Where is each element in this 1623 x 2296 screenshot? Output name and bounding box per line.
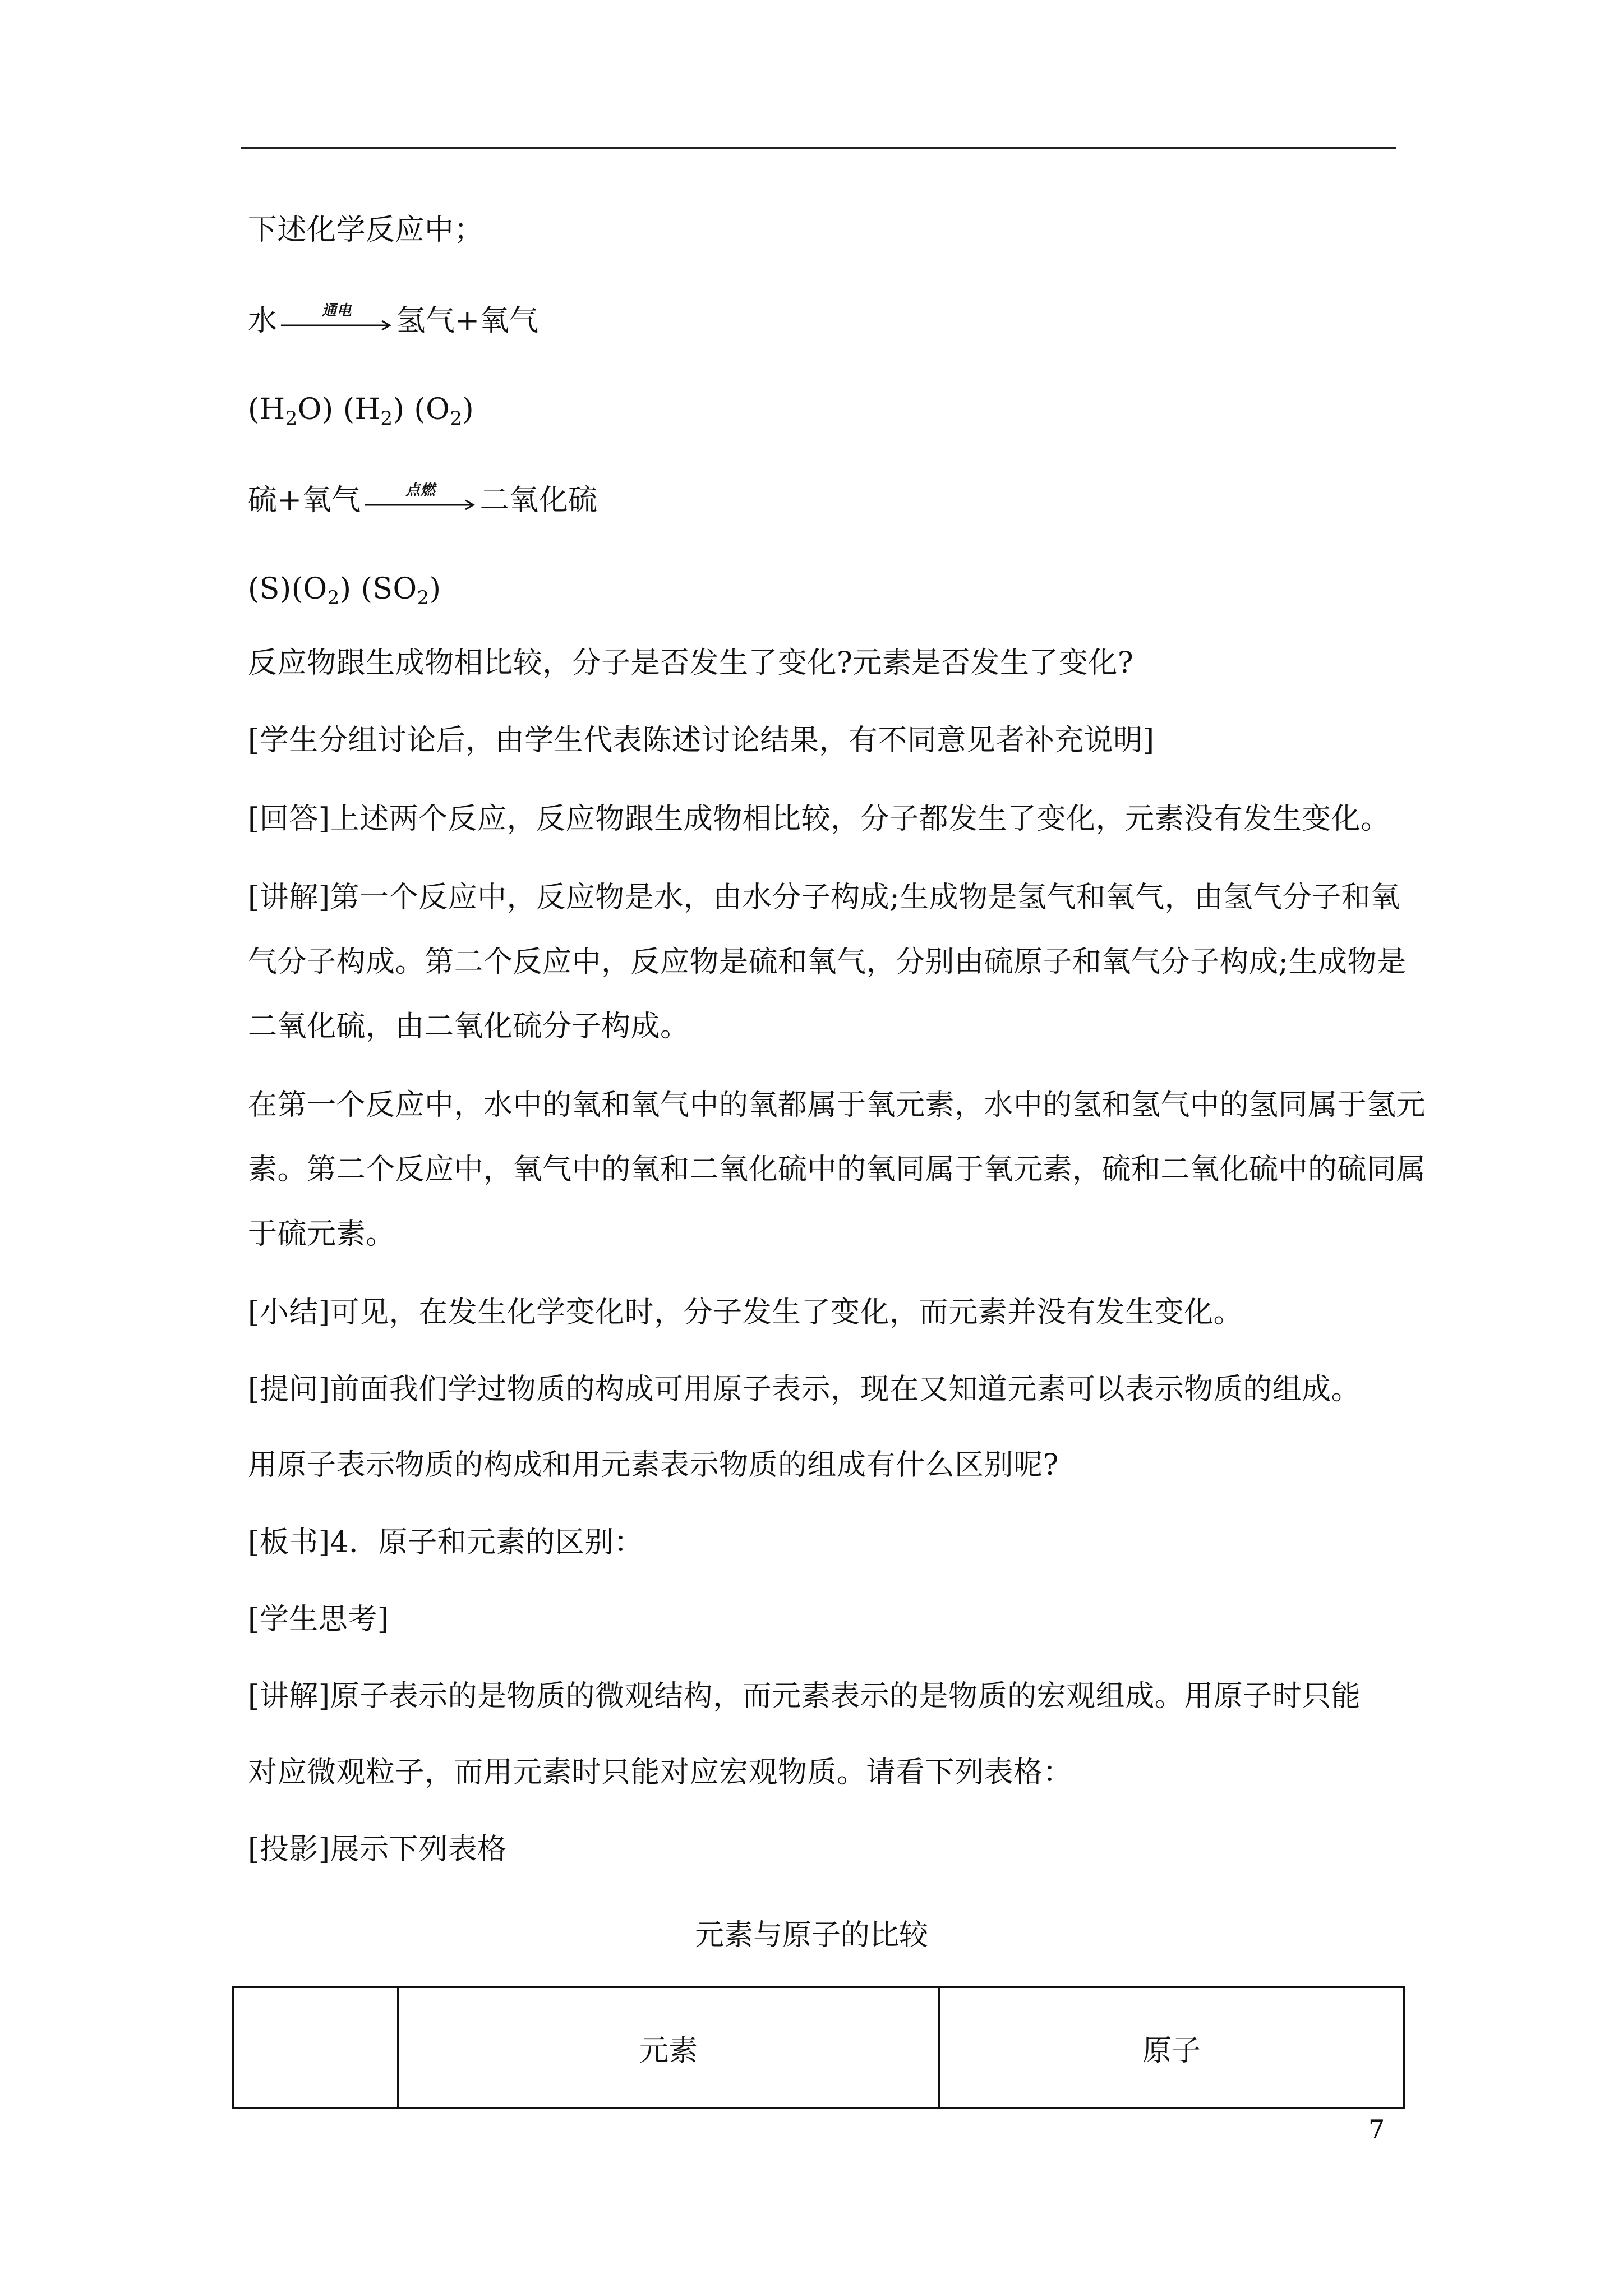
formula-subscript: 2 [327,587,340,609]
table-header-cell: 原子 [939,1987,1404,2108]
paragraph-answer: [回答]上述两个反应，反应物跟生成物相比较，分子都发生了变化，元素没有发生变化。 [248,802,1390,836]
paragraph-explain3-line2: 对应微观粒子，而用元素时只能对应宏观物质。请看下列表格： [248,1756,1073,1789]
arrow-icon [281,303,393,339]
paragraph-explain2-line1: 在第一个反应中，水中的氧和氧气中的氧都属于氧元素，水中的氢和氢气中的氢同属于氢元 [248,1088,1426,1122]
formula-so2-end: ) [429,572,441,606]
eq1-reactant: 水 [248,304,278,338]
table-caption: 元素与原子的比较 [694,1918,928,1952]
formula-o2-end: ) [339,572,352,606]
page-number: 7 [1368,2114,1385,2145]
eq2-formulas [248,571,441,607]
paragraph-explain1-line2: 气分子构成。第二个反应中，反应物是硫和氧气，分别由硫原子和氧气分子构成;生成物是 [248,945,1407,979]
paragraph-explain2-line2: 素。第二个反应中，氧气中的氧和二氧化硫中的氧同属于氧元素，硫和二氧化硫中的硫同属 [248,1153,1426,1186]
equation-combustion [248,482,598,518]
paragraph-explain1-line3: 二氧化硫，由二氧化硫分子构成。 [248,1010,690,1043]
formula-o2: (O [291,572,328,606]
paragraph-discussion: [学生分组讨论后，由学生代表陈述讨论结果，有不同意见者补充说明] [248,724,1155,757]
formula-h2o: (H [248,393,285,426]
table-header-cell [233,1987,398,2108]
table-header-cell: 元素 [398,1987,939,2108]
header-rule [241,147,1396,149]
paragraph-explain2-line3: 于硫元素。 [248,1217,395,1251]
formula-subscript: 2 [380,407,393,430]
paragraph-question: 反应物跟生成物相比较，分子是否发生了变化?元素是否发生了变化? [248,646,1134,680]
formula-s: (S) [248,572,292,606]
formula-o2-end: ) [462,393,474,426]
paragraph-explain1-line1: [讲解]第一个反应中，反应物是水，由水分子构成;生成物是氢气和氧气，由氢气分子和氧 [248,881,1400,914]
formula-subscript: 2 [417,587,430,609]
formula-h2: (H [343,393,381,426]
paragraph-board: [板书]4．原子和元素的区别： [248,1526,644,1559]
eq1-condition: 通电 [322,302,352,319]
paragraph-ask-line1: [提问]前面我们学过物质的构成可用原子表示，现在又知道元素可以表示物质的组成。 [248,1373,1361,1406]
paragraph-explain3-line1: [讲解]原子表示的是物质的微观结构，而元素表示的是物质的宏观组成。用原子时只能 [248,1680,1361,1713]
arrow-icon [365,482,477,518]
eq2-reactant: 硫+氧气 [248,484,361,517]
paragraph-think: [学生思考] [248,1603,389,1636]
formula-h2-end: ) [393,393,405,426]
eq2-condition: 点燃 [405,482,436,499]
formula-o2: (O [414,393,450,426]
formula-subscript: 2 [285,407,298,430]
formula-so2: (SO [361,572,417,606]
paragraph-summary: [小结]可见，在发生化学变化时，分子发生了变化，而元素并没有发生变化。 [248,1296,1243,1329]
equation-electrolysis [248,303,539,339]
table-header-row [233,1987,1404,2108]
paragraph-ask-line2: 用原子表示物质的构成和用元素表示物质的组成有什么区别呢? [248,1448,1059,1482]
paragraph-projection: [投影]展示下列表格 [248,1833,507,1866]
paragraph-intro: 下述化学反应中； [248,213,484,247]
eq1-formulas [248,392,474,430]
comparison-table [232,1986,1405,2109]
eq2-product: 二氧化硫 [479,484,598,517]
formula-h2o-end: O) [297,393,334,426]
formula-subscript: 2 [450,407,463,430]
eq1-product: 氢气+氧气 [396,304,539,338]
